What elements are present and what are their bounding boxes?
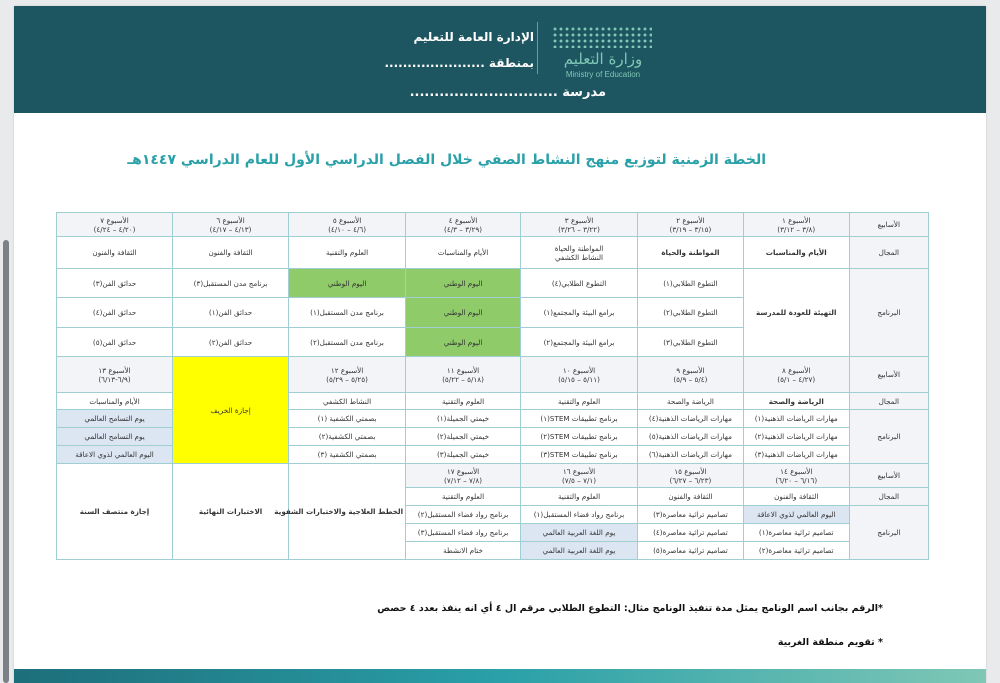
program-cell: تصاميم تراثية معاصرة(٤)	[638, 524, 744, 542]
program-cell: برنامج مدن المستقبل(٢)	[289, 328, 406, 357]
week-9: الأسبوع ٩ (٥/٤ – ٥/٩)	[638, 357, 744, 393]
week-header-row	[57, 213, 929, 237]
final-exams-cell: الاختبارات النهائية	[173, 464, 289, 560]
program-cell: برنامج تطبيقات STEM(٢)	[521, 428, 638, 446]
domain-cell: الرياضة والصحة	[638, 393, 744, 410]
week-4: الأسبوع ٤ (٣/٢٩ – ٤/٣)	[406, 213, 521, 237]
program-cell: اليوم العالمي لذوي الاعاقة	[57, 446, 173, 464]
week-16: الأسبوع ١٦ (٧/١ – ٧/٥)	[521, 464, 638, 488]
program-cell: حدائق الفن(٤)	[57, 298, 173, 328]
program-cell: مهارات الرياضات الذهنية(٣)	[743, 446, 849, 464]
program-cell: التطوع الطلابي(٤)	[521, 269, 638, 298]
week-3: الأسبوع ٣ (٣/٢٢ – ٣/٢٦)	[521, 213, 638, 237]
program-cell: مهارات الرياضات الذهنية(٤)	[638, 410, 744, 428]
logo-english-text: Ministry of Education	[565, 70, 641, 79]
program-cell: اليوم الوطني	[289, 269, 406, 298]
domain-cell: المواطنة والحياة	[638, 237, 744, 269]
schedule-table	[56, 212, 929, 560]
week-10: الأسبوع ١٠ (٥/١١ – ٥/١٥)	[521, 357, 638, 393]
program-cell: برنامج مدن المستقبل(١)	[289, 298, 406, 328]
domain-cell: الأيام والمناسبات	[57, 393, 173, 410]
domain-cell: الرياضة والصحة	[743, 393, 849, 410]
program-cell: التطوع الطلابي(٣)	[638, 328, 744, 357]
vertical-scrollbar[interactable]	[3, 240, 9, 683]
program-cell: برنامج رواد فضاء المستقبل(٣)	[406, 524, 521, 542]
week-1: الأسبوع ١ (٣/٨ – ٣/١٢)	[743, 213, 849, 237]
ministry-logo	[548, 24, 660, 84]
row-label-weeks: الأسابيع	[849, 213, 928, 237]
domain-cell: المواطنة والحياة النشاط الكشفي	[521, 237, 638, 269]
education-directorate-label: الإدارة العامة للتعليم	[413, 30, 534, 44]
program-cell: برنامج رواد فضاء المستقبل(١)	[521, 506, 638, 524]
program-cell: التطوع الطلابي(٢)	[638, 298, 744, 328]
region-label: بمنطقة ......................	[384, 56, 534, 70]
page-title: الخطة الزمنية لتوزيع منهج النشاط الصفي خلال الفصل الدراسي الأول للعام الدراسي ١٤٤٧هـ	[127, 152, 766, 168]
week-17: الأسبوع ١٧ (٧/٨ – ٧/١٢)	[406, 464, 521, 488]
week-12: الأسبوع ١٢ (٥/٢٥ – ٥/٢٩)	[289, 357, 406, 393]
program-row	[57, 269, 929, 298]
week-8: الأسبوع ٨ (٤/٢٧ – ٥/١)	[743, 357, 849, 393]
week-header-row	[57, 357, 929, 393]
program-cell: ختام الانشطة	[406, 542, 521, 560]
remedial-oral-exams-cell: الخطط العلاجية والاختبارات الشفوية	[289, 464, 406, 560]
school-label: مدرسة ..............................	[409, 85, 606, 100]
domain-cell: الأيام والمناسبات	[406, 237, 521, 269]
program-cell: يوم التسامح العالمي	[57, 428, 173, 446]
program-cell: تصاميم تراثية معاصرة(٢)	[743, 542, 849, 560]
program-cell: يوم اللغة العربية العالمي	[521, 542, 638, 560]
row-label-weeks: الأسابيع	[849, 357, 928, 393]
week-15: الأسبوع ١٥ (٦/٢٣ – ٦/٢٧)	[638, 464, 744, 488]
program-cell: حدائق الفن(١)	[173, 298, 289, 328]
domain-cell: العلوم والتقنية	[521, 488, 638, 506]
row-label-program: البرنامج	[849, 410, 928, 464]
row-label-domain: المجال	[849, 488, 928, 506]
week-header-row	[57, 464, 929, 488]
domain-cell: النشاط الكشفي	[289, 393, 406, 410]
domain-cell: الثقافة والفنون	[173, 237, 289, 269]
domain-cell: العلوم والتقنية	[521, 393, 638, 410]
week-14: الأسبوع ١٤ (٦/١٦ – ٦/٢٠)	[743, 464, 849, 488]
week-11: الأسبوع ١١ (٥/١٨ – ٥/٢٢)	[406, 357, 521, 393]
week-6: الأسبوع ٦ (٤/١٣ – ٤/١٧)	[173, 213, 289, 237]
program-cell: بصمتي الكشفية (٣)	[289, 446, 406, 464]
program-cell: اليوم الوطني	[406, 328, 521, 357]
logo-arabic-text: وزارة التعليم	[563, 50, 643, 68]
program-cell: برنامج مدن المستقبل(٣)	[173, 269, 289, 298]
row-label-program: البرنامج	[849, 269, 928, 357]
week-13: الأسبوع ١٣ (٦/٩-٦/١٣)	[57, 357, 173, 393]
row-label-domain: المجال	[849, 393, 928, 410]
program-cell: مهارات الرياضات الذهنية(٢)	[743, 428, 849, 446]
footnote-calendar: * تقويم منطقة الغربية	[777, 637, 883, 648]
program-cell: تصاميم تراثية معاصرة(١)	[743, 524, 849, 542]
program-cell: حدائق الفن(٥)	[57, 328, 173, 357]
footnote-program-number: *الرقم بجانب اسم الونامج يمثل مدة تنفيذ الونامج مثال: التطوع الطلابي مرقم ال ٤ أي انه ينفذ بعدد ٤ حصص	[377, 603, 883, 614]
program-cell: برامع البيئة والمجتمع(١)	[521, 298, 638, 328]
row-label-weeks: الأسابيع	[849, 464, 928, 488]
logo-dots-icon	[552, 26, 652, 48]
program-cell: تصاميم تراثية معاصرة(٣)	[638, 506, 744, 524]
program-cell: مهارات الرياضات الذهنية(٦)	[638, 446, 744, 464]
header-banner	[14, 6, 986, 113]
program-cell: خيمتي الجميلة(٣)	[406, 446, 521, 464]
domain-cell: العلوم والتقنية	[289, 237, 406, 269]
program-cell: برنامج رواد فضاء المستقبل(٢)	[406, 506, 521, 524]
program-cell: برنامج تطبيقات STEM(٣)	[521, 446, 638, 464]
program-cell: حدائق الفن(٢)	[173, 328, 289, 357]
mid-year-holiday-cell: إجازة منتصف السنة	[57, 464, 173, 560]
program-cell: خيمتي الجميلة(١)	[406, 410, 521, 428]
program-cell: بصمتي الكشفية(٢)	[289, 428, 406, 446]
program-cell: مهارات الرياضات الذهنية(٥)	[638, 428, 744, 446]
domain-cell: العلوم والتقنية	[406, 393, 521, 410]
domain-row	[57, 237, 929, 269]
program-cell: حدائق الفن(٣)	[57, 269, 173, 298]
program-cell: التهيئة للعودة للمدرسة	[743, 269, 849, 357]
program-cell: بصمتي الكشفية (١)	[289, 410, 406, 428]
row-label-program: البرنامج	[849, 506, 928, 560]
program-cell: التطوع الطلابي(١)	[638, 269, 744, 298]
document-page	[14, 6, 986, 683]
program-cell: اليوم العالمي لذوي الاعاقة	[743, 506, 849, 524]
domain-cell: العلوم والتقنية	[406, 488, 521, 506]
program-cell: تصاميم تراثية معاصرة(٥)	[638, 542, 744, 560]
program-cell: برنامج تطبيقات STEM(١)	[521, 410, 638, 428]
week-5: الأسبوع ٥ (٤/٦ – ٤/١٠)	[289, 213, 406, 237]
logo-divider	[537, 22, 538, 74]
program-cell: برامع البيئة والمجتمع(٢)	[521, 328, 638, 357]
program-cell: يوم اللغة العربية العالمي	[521, 524, 638, 542]
domain-cell: الثقافة والفنون	[638, 488, 744, 506]
domain-cell: الأيام والمناسبات	[743, 237, 849, 269]
program-cell: يوم التسامح العالمي	[57, 410, 173, 428]
domain-cell: الثقافة والفنون	[743, 488, 849, 506]
row-label-domain: المجال	[849, 237, 928, 269]
week-2: الأسبوع ٢ (٣/١٥ – ٣/١٩)	[638, 213, 744, 237]
program-cell: اليوم الوطني	[406, 269, 521, 298]
program-cell: خيمتي الجميلة(٢)	[406, 428, 521, 446]
autumn-holiday-cell: إجازة الخريف	[173, 357, 289, 464]
week-7: الأسبوع ٧ (٤/٢٠ – ٤/٢٤)	[57, 213, 173, 237]
program-cell: مهارات الرياضات الذهنية(١)	[743, 410, 849, 428]
domain-cell: الثقافة والفنون	[57, 237, 173, 269]
program-cell: اليوم الوطني	[406, 298, 521, 328]
footer-band	[14, 669, 986, 683]
